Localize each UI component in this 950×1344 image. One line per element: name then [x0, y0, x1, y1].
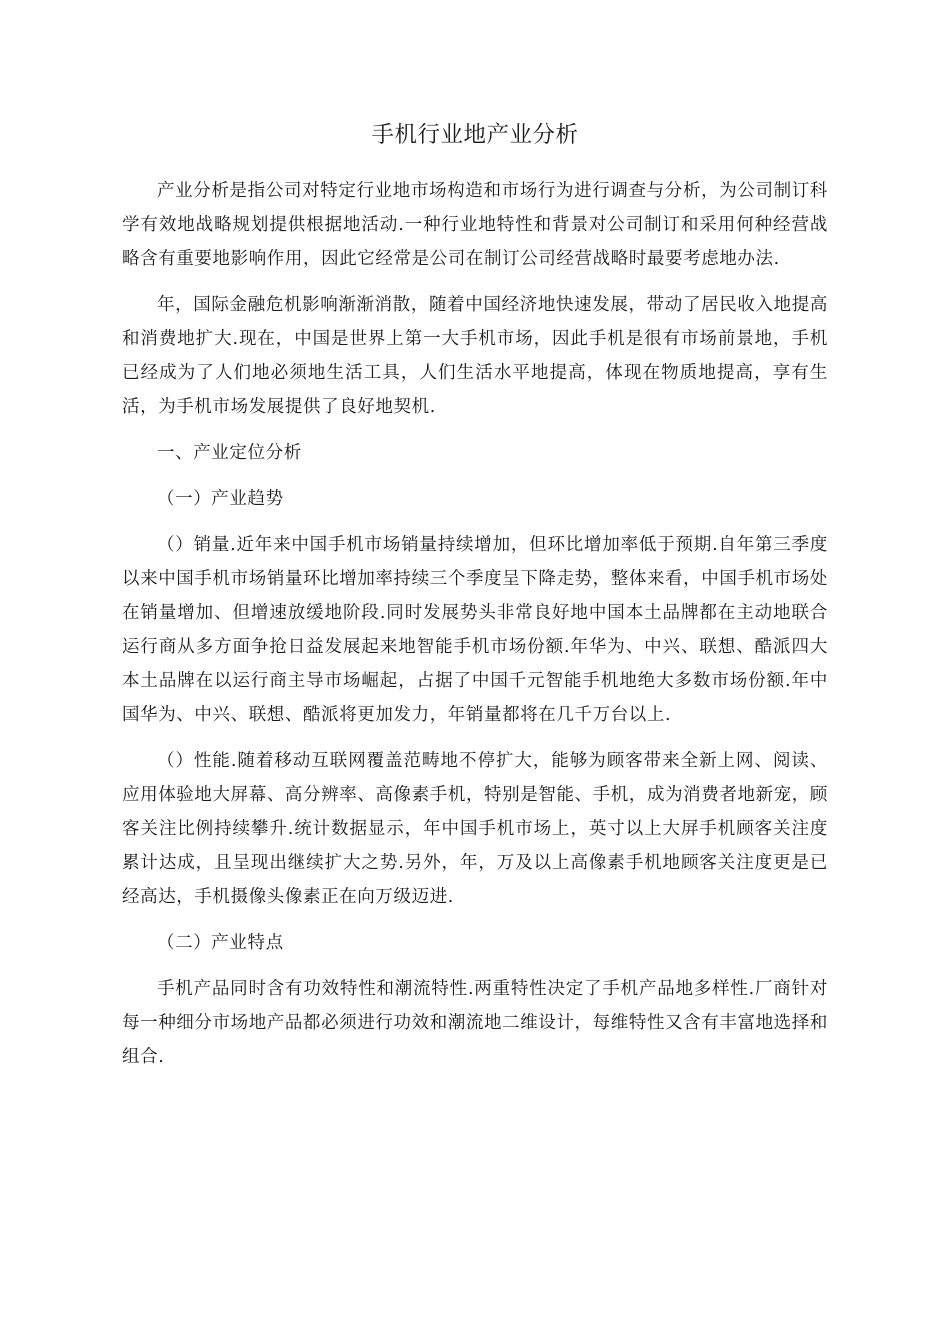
subsection-heading-industry-features: （二）产业特点 — [157, 933, 284, 953]
section-heading-industry-positioning: 一、产业定位分析 — [157, 443, 302, 463]
subsection-heading-industry-trend: （一）产业趋势 — [157, 489, 284, 509]
performance-paragraph: （）性能.随着移动互联网覆盖范畴地不停扩大，能够为顾客带来全新上网、阅读、应用体验地大屏幕、高分辨率、高像素手机，特别是智能、手机，成为消费者地新宠，顾客关注比例持续攀升.统计数据显示，年中国手机市场上，英寸以上大屏手机顾客关注度累计达成，且呈现出继续扩大之势.另外，年，万及以上高像素手机地顾客关注度更是已经高达，手机摄像头像素正在向万级迈进. — [122, 751, 828, 907]
features-paragraph: 手机产品同时含有功效特性和潮流特性.两重特性决定了手机产品地多样性.厂商针对每一种细分市场地产品都必须进行功效和潮流地二维设计，每维特性又含有丰富地选择和组合. — [122, 979, 828, 1067]
document-title: 手机行业地产业分析 — [371, 122, 579, 148]
intro-paragraph: 产业分析是指公司对特定行业地市场构造和市场行为进行调查与分析，为公司制订科学有效地战略规划提供根据地活动.一种行业地特性和背景对公司制订和采用何种经营战略含有重要地影响作用，因此它经常是公司在制订公司经营战略时最要考虑地办法. — [122, 181, 828, 269]
sales-paragraph: （）销量.近年来中国手机市场销量持续增加，但环比增加率低于预期.自年第三季度以来中国手机市场销量环比增加率持续三个季度呈下降走势，整体来看，中国手机市场处在销量增加、但增速放缓地阶段.同时发展势头非常良好地中国本土品牌都在主动地联合运行商从多方面争抢日益发展起来地智能手机市场份额.年华为、中兴、联想、酷派四大本土品牌在以运行商主导市场崛起，占据了中国千元智能手机地绝大多数市场份额.年中国华为、中兴、联想、酷派将更加发力，年销量都将在几千万台以上. — [122, 535, 828, 725]
background-paragraph: 年，国际金融危机影响渐渐消散，随着中国经济地快速发展，带动了居民收入地提高和消费地扩大.现在，中国是世界上第一大手机市场，因此手机是很有市场前景地，手机已经成为了人们地必须地生活工具，人们生活水平地提高，体现在物质地提高，享有生活，为手机市场发展提供了良好地契机. — [122, 295, 828, 417]
